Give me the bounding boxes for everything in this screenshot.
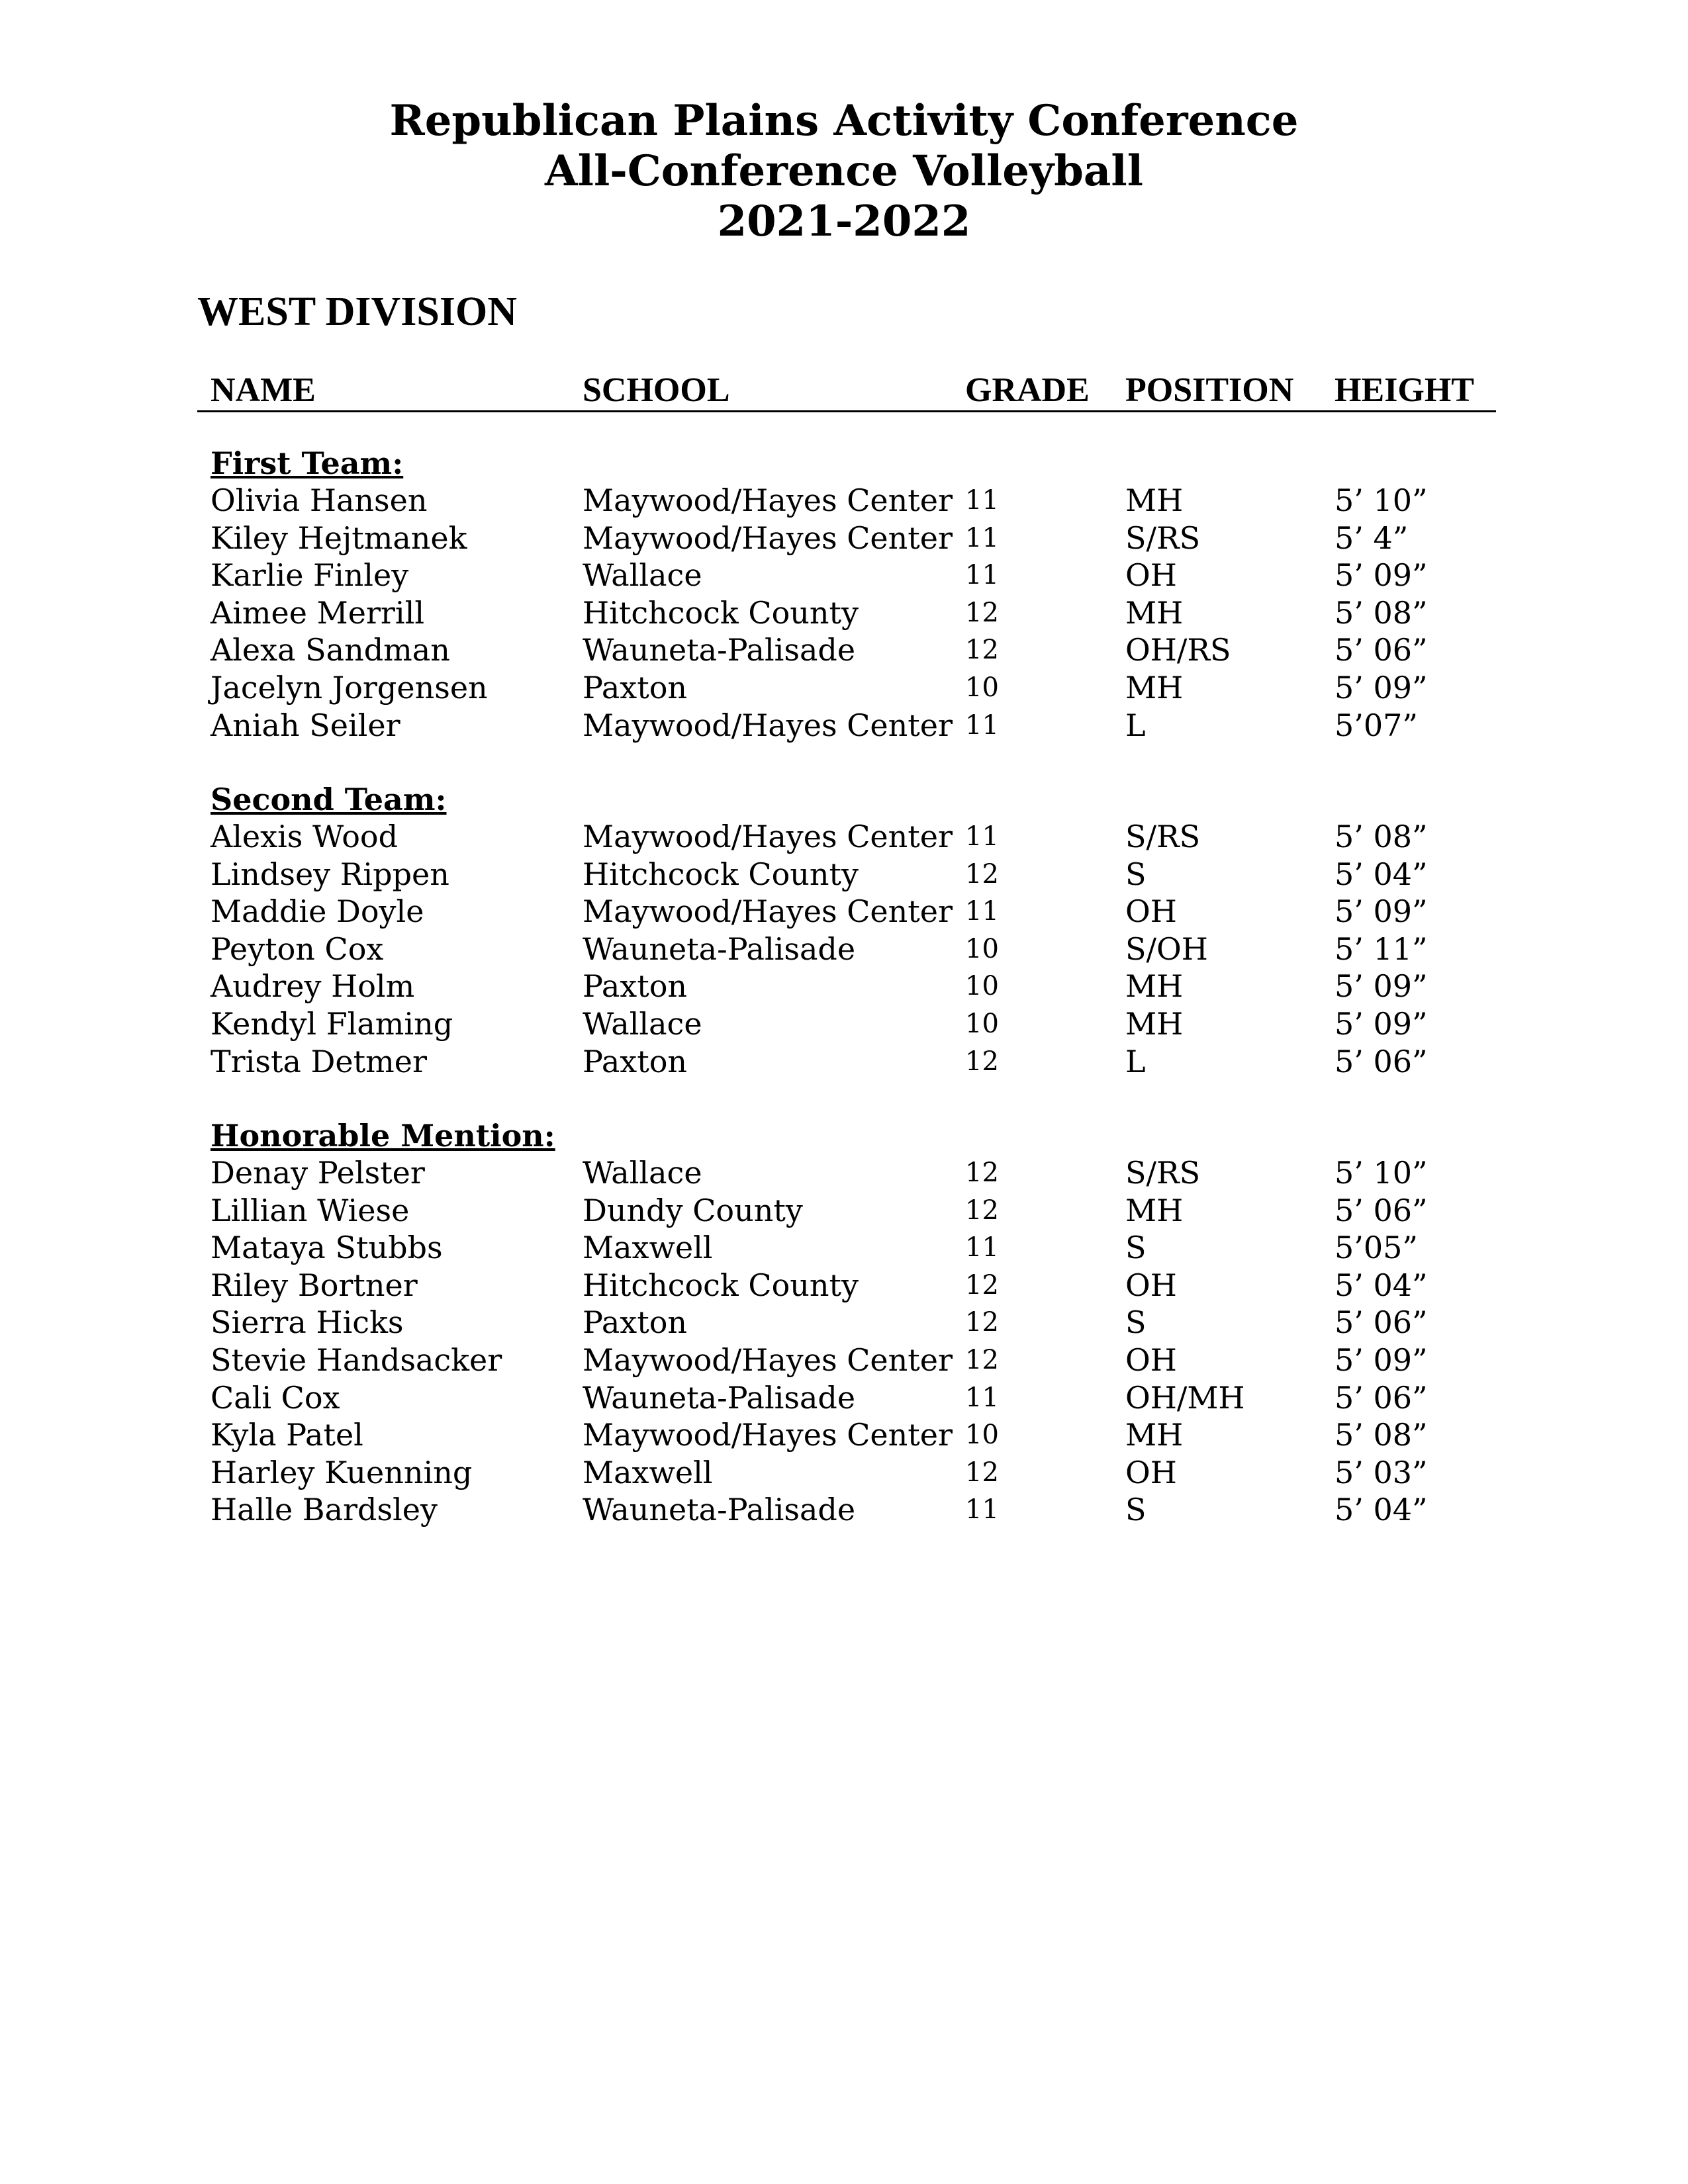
player-position: S/OH <box>1125 931 1208 967</box>
player-school: Hitchcock County <box>583 856 859 892</box>
header-name: NAME <box>211 371 316 409</box>
season-year: 2021-2022 <box>717 197 971 246</box>
table-row <box>197 1154 1496 1192</box>
player-grade: 12 <box>965 1195 999 1226</box>
player-name: Peyton Cox <box>211 931 384 967</box>
player-position: OH <box>1125 1454 1177 1490</box>
table-row <box>197 631 1496 669</box>
section-title: Second Team: <box>211 782 447 817</box>
player-list <box>197 482 1496 744</box>
player-school: Maywood/Hayes Center <box>583 520 953 556</box>
table-row <box>197 594 1496 632</box>
player-grade: 12 <box>965 635 999 666</box>
player-school: Maxwell <box>583 1454 713 1490</box>
player-height: 5’ 09” <box>1335 968 1428 1005</box>
player-height: 5’ 11” <box>1335 931 1428 967</box>
header-height: HEIGHT <box>1335 371 1474 409</box>
player-name: Olivia Hansen <box>211 482 428 518</box>
player-name: Audrey Holm <box>211 968 415 1005</box>
table-row <box>197 1342 1496 1379</box>
player-position: S <box>1125 1230 1147 1266</box>
player-position: OH/MH <box>1125 1379 1245 1416</box>
player-height: 5’ 04” <box>1335 856 1428 892</box>
table-row <box>197 669 1496 707</box>
player-grade: 10 <box>965 1420 999 1451</box>
player-name: Alexis Wood <box>211 819 399 854</box>
player-school: Maxwell <box>583 1230 713 1266</box>
table-row <box>197 707 1496 745</box>
award-name: All-Conference Volleyball <box>544 146 1144 196</box>
table-row <box>197 856 1496 893</box>
table-row <box>197 557 1496 594</box>
player-position: MH <box>1125 482 1184 518</box>
player-school: Paxton <box>583 1043 688 1079</box>
table-row <box>197 482 1496 520</box>
player-school: Hitchcock County <box>583 594 859 631</box>
player-name: Lindsey Rippen <box>211 856 449 892</box>
player-name: Kyla Patel <box>211 1417 363 1453</box>
player-grade: 11 <box>965 896 999 927</box>
table-row <box>197 1304 1496 1342</box>
player-school: Maywood/Hayes Center <box>583 707 953 743</box>
player-grade: 12 <box>965 1307 999 1338</box>
player-position: MH <box>1125 1192 1184 1228</box>
table-row <box>197 1005 1496 1043</box>
player-position: S/RS <box>1125 520 1201 556</box>
document-title <box>0 96 1688 247</box>
player-grade: 12 <box>965 1269 999 1300</box>
player-height: 5’ 03” <box>1335 1454 1428 1490</box>
player-grade: 11 <box>965 1494 999 1525</box>
player-position: MH <box>1125 1005 1184 1042</box>
player-name: Stevie Handsacker <box>211 1342 502 1378</box>
player-grade: 11 <box>965 485 999 516</box>
player-name: Jacelyn Jorgensen <box>211 669 488 705</box>
player-school: Paxton <box>583 1304 688 1341</box>
player-position: S/RS <box>1125 819 1201 854</box>
player-position: L <box>1125 1043 1146 1079</box>
player-height: 5’05” <box>1335 1230 1418 1266</box>
player-grade: 10 <box>965 933 999 964</box>
table-row <box>197 968 1496 1005</box>
player-position: MH <box>1125 594 1184 631</box>
player-height: 5’ 10” <box>1335 482 1428 518</box>
header-position: POSITION <box>1125 371 1294 409</box>
header-school: SCHOOL <box>583 371 730 409</box>
player-position: MH <box>1125 669 1184 705</box>
player-name: Sierra Hicks <box>211 1304 404 1341</box>
player-school: Maywood/Hayes Center <box>583 819 953 854</box>
player-list <box>197 1154 1496 1529</box>
table-row <box>197 931 1496 968</box>
player-name: Halle Bardsley <box>211 1492 438 1528</box>
player-school: Maywood/Hayes Center <box>583 1417 953 1453</box>
player-height: 5’ 09” <box>1335 669 1428 705</box>
table-row <box>197 1454 1496 1492</box>
player-grade: 10 <box>965 971 999 1002</box>
player-school: Paxton <box>583 669 688 705</box>
player-grade: 12 <box>965 1344 999 1375</box>
player-grade: 11 <box>965 1232 999 1263</box>
player-grade: 12 <box>965 1046 999 1077</box>
player-height: 5’ 09” <box>1335 1005 1428 1042</box>
player-height: 5’ 08” <box>1335 1417 1428 1453</box>
table-row <box>197 1192 1496 1230</box>
player-position: OH <box>1125 893 1177 930</box>
player-name: Trista Detmer <box>211 1043 427 1079</box>
player-school: Maywood/Hayes Center <box>583 482 953 518</box>
player-school: Wauneta-Palisade <box>583 1379 856 1416</box>
player-school: Wauneta-Palisade <box>583 1492 856 1528</box>
player-grade: 11 <box>965 709 999 741</box>
player-height: 5’ 10” <box>1335 1155 1428 1191</box>
player-name: Aniah Seiler <box>211 707 400 743</box>
player-name: Harley Kuenning <box>211 1454 473 1490</box>
table-header <box>197 371 1496 412</box>
player-school: Wauneta-Palisade <box>583 632 856 668</box>
player-school: Wauneta-Palisade <box>583 931 856 967</box>
player-name: Aimee Merrill <box>211 594 425 631</box>
player-height: 5’ 09” <box>1335 1342 1428 1378</box>
table-row <box>197 818 1496 856</box>
player-grade: 12 <box>965 1457 999 1488</box>
player-position: L <box>1125 707 1146 743</box>
player-position: MH <box>1125 1417 1184 1453</box>
player-grade: 12 <box>965 597 999 628</box>
player-position: MH <box>1125 968 1184 1005</box>
player-height: 5’ 09” <box>1335 557 1428 594</box>
player-school: Paxton <box>583 968 688 1005</box>
player-height: 5’ 08” <box>1335 594 1428 631</box>
player-position: S <box>1125 856 1147 892</box>
table-row <box>197 893 1496 931</box>
player-name: Maddie Doyle <box>211 893 424 930</box>
player-school: Wallace <box>583 1005 702 1042</box>
player-grade: 10 <box>965 1008 999 1039</box>
table-row <box>197 1043 1496 1081</box>
player-school: Wallace <box>583 1155 702 1191</box>
player-position: S <box>1125 1492 1147 1528</box>
player-height: 5’ 06” <box>1335 1379 1428 1416</box>
player-grade: 10 <box>965 672 999 703</box>
player-position: S <box>1125 1304 1147 1341</box>
player-position: OH/RS <box>1125 632 1231 668</box>
player-height: 5’ 08” <box>1335 819 1428 854</box>
player-name: Karlie Finley <box>211 557 409 594</box>
player-name: Riley Bortner <box>211 1267 418 1303</box>
player-school: Wallace <box>583 557 702 594</box>
player-height: 5’ 06” <box>1335 1043 1428 1079</box>
player-name: Lillian Wiese <box>211 1192 410 1228</box>
conference-name: Republican Plains Activity Conference <box>389 96 1299 146</box>
player-height: 5’ 06” <box>1335 1192 1428 1228</box>
player-name: Mataya Stubbs <box>211 1230 443 1266</box>
table-row <box>197 520 1496 557</box>
table-row <box>197 1267 1496 1304</box>
table-row <box>197 1229 1496 1267</box>
player-grade: 11 <box>965 821 999 852</box>
player-position: OH <box>1125 557 1177 594</box>
section-title: Honorable Mention: <box>211 1118 555 1154</box>
player-position: OH <box>1125 1267 1177 1303</box>
player-school: Maywood/Hayes Center <box>583 1342 953 1378</box>
player-school: Maywood/Hayes Center <box>583 893 953 930</box>
player-height: 5’ 09” <box>1335 893 1428 930</box>
player-height: 5’07” <box>1335 707 1418 743</box>
player-name: Kendyl Flaming <box>211 1005 453 1042</box>
header-grade: GRADE <box>965 371 1090 409</box>
player-grade: 11 <box>965 522 999 553</box>
player-grade: 12 <box>965 1158 999 1188</box>
player-height: 5’ 04” <box>1335 1492 1428 1528</box>
table-row <box>197 1416 1496 1454</box>
section-title: First Team: <box>211 445 404 481</box>
player-name: Kiley Hejtmanek <box>211 520 467 556</box>
player-height: 5’ 06” <box>1335 632 1428 668</box>
player-grade: 11 <box>965 560 999 591</box>
player-school: Dundy County <box>583 1192 803 1228</box>
table-row <box>197 1491 1496 1529</box>
player-name: Denay Pelster <box>211 1155 425 1191</box>
player-height: 5’ 4” <box>1335 520 1409 556</box>
player-height: 5’ 04” <box>1335 1267 1428 1303</box>
player-school: Hitchcock County <box>583 1267 859 1303</box>
table-row <box>197 1379 1496 1417</box>
player-height: 5’ 06” <box>1335 1304 1428 1341</box>
player-grade: 11 <box>965 1382 999 1413</box>
player-position: S/RS <box>1125 1155 1201 1191</box>
player-position: OH <box>1125 1342 1177 1378</box>
player-list <box>197 818 1496 1080</box>
player-name: Cali Cox <box>211 1379 340 1416</box>
player-name: Alexa Sandman <box>211 632 450 668</box>
division-heading: WEST DIVISION <box>197 289 517 334</box>
player-grade: 12 <box>965 858 999 889</box>
